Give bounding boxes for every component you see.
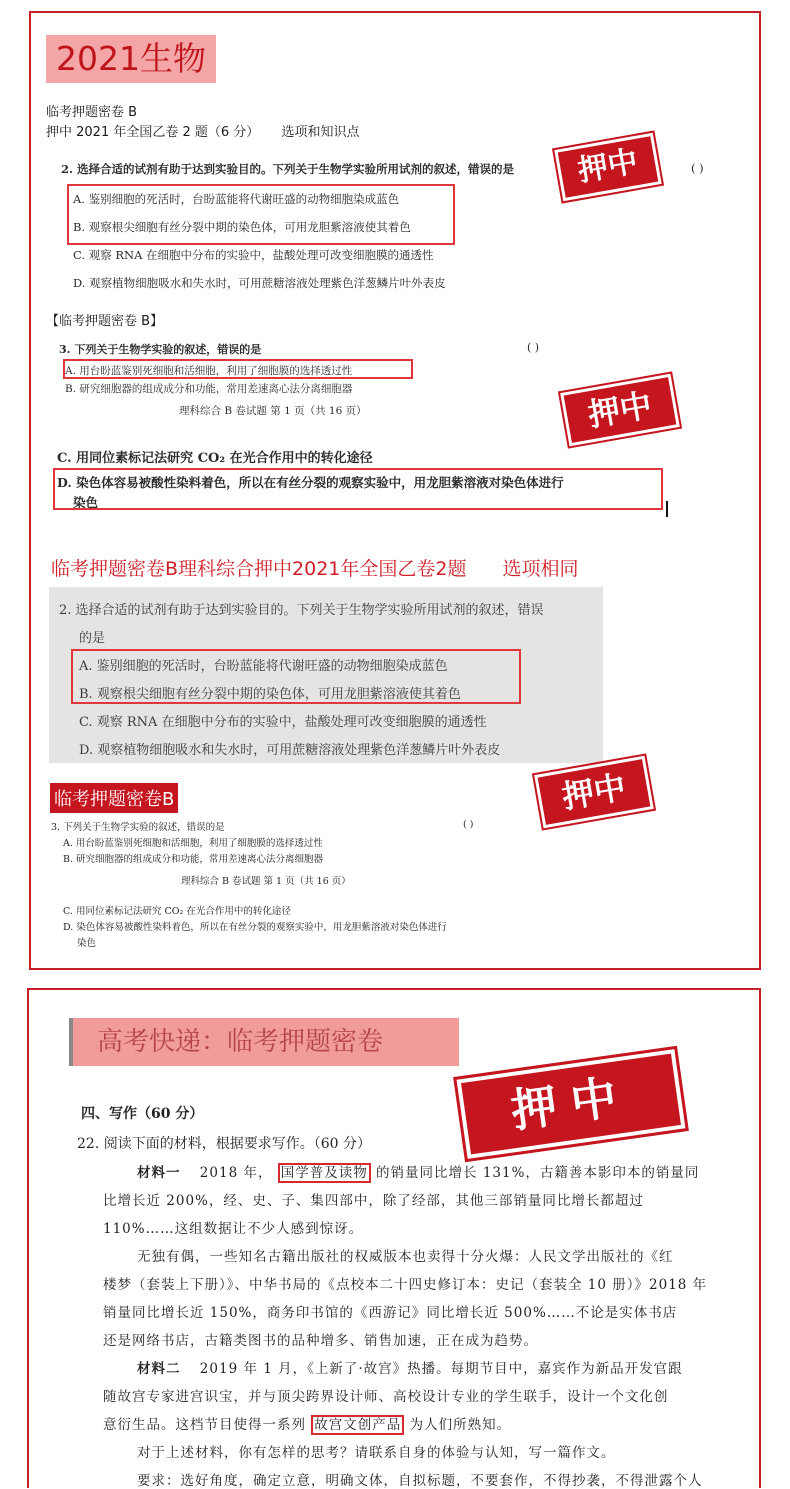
para2-line2: 楼梦（套装上下册）》、中华书局的《点校本二十四史修订本：史记（套装全 10 册）》2018 年 xyxy=(103,1277,708,1293)
q2-stem: 2. 选择合适的试剂有助于达到实验目的。下列关于生物学实验所用试剂的叙述，错误的是 xyxy=(61,162,515,176)
header-accent-bar xyxy=(69,1018,73,1066)
chinese-essay-panel xyxy=(27,988,761,1488)
scan-option-b: B. 观察根尖细胞有丝分裂中期的染色体，可用龙胆紫溶液使其着色 xyxy=(79,687,461,702)
biology-panel xyxy=(29,11,761,970)
essay-requirements: 要求：选好角度，确定立意，明确文体，自拟标题，不要套作，不得抄袭，不得泄露个人 xyxy=(137,1473,703,1489)
small-q3-option-d: D. 染色体容易被酸性染料着色，所以在有丝分裂的观察实验中，用龙胆紫溶液对染色体进行 xyxy=(63,922,447,933)
small-q3-stem: 3. 下列关于生物学实验的叙述，错误的是 xyxy=(51,822,225,833)
small-q3-option-a: A. 用台盼蓝鉴别死细胞和活细胞，利用了细胞膜的选择透过性 xyxy=(63,838,323,849)
q2-paren: ( ) xyxy=(691,161,704,175)
q2-option-b: B. 观察根尖细胞有丝分裂中期的染色体，可用龙胆紫溶液使其着色 xyxy=(73,220,411,234)
material1-line1-rest: 的销量同比增长 131%，古籍善本影印本的销量同 xyxy=(376,1165,700,1181)
comparison-heading xyxy=(51,554,579,581)
q2-option-d: D. 观察植物细胞吸水和失水时，可用蔗糖溶液处理紫色洋葱鳞片叶外表皮 xyxy=(73,276,446,290)
info-line-2-extra: 选项和知识点 xyxy=(281,125,360,140)
essay-question: 对于上述材料，你有怎样的思考？请联系自身的体验与认知，写一篇作文。 xyxy=(137,1445,616,1461)
para2-line4: 还是网络书店，古籍类图书的品种增多、销售加速，正在成为趋势。 xyxy=(103,1333,538,1349)
q3-option-a: A. 用台盼蓝鉴别死细胞和活细胞，利用了细胞膜的选择透过性 xyxy=(65,365,353,377)
small-q3-option-c: C. 用同位素标记法研究 CO₂ 在光合作用中的转化途径 xyxy=(63,906,291,917)
highlight-box-q3a xyxy=(63,359,413,379)
material2-line2: 随故宫专家进宫识宝，并与顶尖跨界设计师、高校设计专业的学生联手，设计一个文化创 xyxy=(103,1389,669,1405)
hit-stamp-2: 押中 xyxy=(560,374,680,447)
material2-line3 xyxy=(103,1413,511,1433)
q3-option-d: D. 染色体容易被酸性染料着色，所以在有丝分裂的观察实验中，用龙胆紫溶液对染色体进行 xyxy=(57,475,564,490)
material1-year: 2018 年， xyxy=(199,1165,273,1181)
express-header-text: 高考快递：临考押题密卷 xyxy=(97,1027,384,1057)
small-q3-paren: ( ) xyxy=(463,819,474,830)
q3-stem: 3. 下列关于生物学实验的叙述，错误的是 xyxy=(59,343,262,356)
info-line-2-main: 押中 2021 年全国乙卷 2 题（6 分） xyxy=(46,125,260,140)
material1-line2: 比增长近 200%，经、史、子、集四部中，除了经部，其他三部销量同比增长都超过 xyxy=(103,1193,644,1209)
bracket-label: 【临考押题密卷 B】 xyxy=(46,314,164,329)
scan-stem-line2: 的是 xyxy=(79,631,106,646)
section-title: 2021生物 xyxy=(46,35,216,83)
para2-line1: 无独有偶，一些知名古籍出版社的权威版本也卖得十分火爆：人民文学出版社的《红 xyxy=(137,1249,674,1265)
mock-paper-label: 临考押题密卷B xyxy=(50,783,178,813)
highlight-box-ab xyxy=(67,184,455,245)
scan-highlight-box xyxy=(71,649,521,704)
highlight-box-q3d xyxy=(53,468,663,510)
hit-stamp-3: 押中 xyxy=(534,756,654,829)
q2-option-c: C. 观察 RNA 在细胞中分布的实验中，盐酸处理可改变细胞膜的通透性 xyxy=(73,248,434,262)
express-header xyxy=(73,1018,459,1066)
scan-option-c: C. 观察 RNA 在细胞中分布的实验中，盐酸处理可改变细胞膜的通透性 xyxy=(79,715,487,730)
part-title: 四、写作（60 分） xyxy=(81,1106,204,1122)
hit-stamp-1: 押中 xyxy=(554,133,662,202)
material2-line1-rest: 2019 年 1 月，《上新了·故宫》热播。每期节目中，嘉宾作为新品开发官跟 xyxy=(199,1361,683,1377)
q3-option-b: B. 研究细胞器的组成成分和功能，常用差速离心法分离细胞器 xyxy=(65,383,353,395)
q3-paren: ( ) xyxy=(527,341,540,354)
small-q3-option-b: B. 研究细胞器的组成成分和功能，常用差速离心法分离细胞器 xyxy=(63,854,324,865)
q2-option-a: A. 鉴别细胞的死活时，台盼蓝能将代谢旺盛的动物细胞染成蓝色 xyxy=(73,192,400,206)
small-q3-footer: 理科综合 B 卷试题 第 1 页（共 16 页） xyxy=(181,876,351,887)
material1-label: 材料一 xyxy=(137,1165,181,1181)
national-exam-scan xyxy=(49,587,603,763)
comparison-heading-extra: 选项相同 xyxy=(502,558,579,580)
boxed-keyword-2: 故宫文创产品 xyxy=(311,1415,404,1435)
scan-option-d: D. 观察植物细胞吸水和失水时，可用蔗糖溶液处理紫色洋葱鳞片叶外表皮 xyxy=(79,743,501,758)
material2-label: 材料二 xyxy=(137,1361,181,1377)
material2-line1 xyxy=(137,1357,683,1377)
q22-prompt: 22. 阅读下面的材料，根据要求写作。（60 分） xyxy=(77,1136,371,1152)
comparison-heading-main: 临考押题密卷B理科综合押中2021年全国乙卷2题 xyxy=(51,558,467,580)
scan-stem-line1: 2. 选择合适的试剂有助于达到实验目的。下列关于生物学实验所用试剂的叙述，错误 xyxy=(59,603,544,618)
material1-line1 xyxy=(137,1161,699,1181)
q3-footer: 理科综合 B 卷试题 第 1 页（共 16 页） xyxy=(179,405,367,417)
para2-line3: 销量同比增长近 150%，商务印书馆的《西游记》同比增长近 500%……不论是实体书店 xyxy=(103,1305,678,1321)
q3-option-d-cont: 染色 xyxy=(73,495,99,510)
info-line-2 xyxy=(46,121,359,140)
info-line-1: 临考押题密卷 B xyxy=(46,105,138,120)
material1-line3: 110%……这组数据让不少人感到惊讶。 xyxy=(103,1221,364,1237)
scan-option-a: A. 鉴别细胞的死活时，台盼蓝能将代谢旺盛的动物细胞染成蓝色 xyxy=(79,659,448,674)
boxed-keyword-1: 国学普及读物 xyxy=(278,1163,371,1183)
q3-option-c: C. 用同位素标记法研究 CO₂ 在光合作用中的转化途径 xyxy=(57,451,373,466)
material2-line3-start: 意衍生品。这档节目使得一系列 xyxy=(103,1417,306,1433)
small-q3-option-d-cont: 染色 xyxy=(77,938,97,949)
text-cursor xyxy=(666,501,668,517)
material2-line3-end: 为人们所熟知。 xyxy=(409,1417,512,1433)
hit-stamp-large: 押中 xyxy=(457,1049,686,1159)
